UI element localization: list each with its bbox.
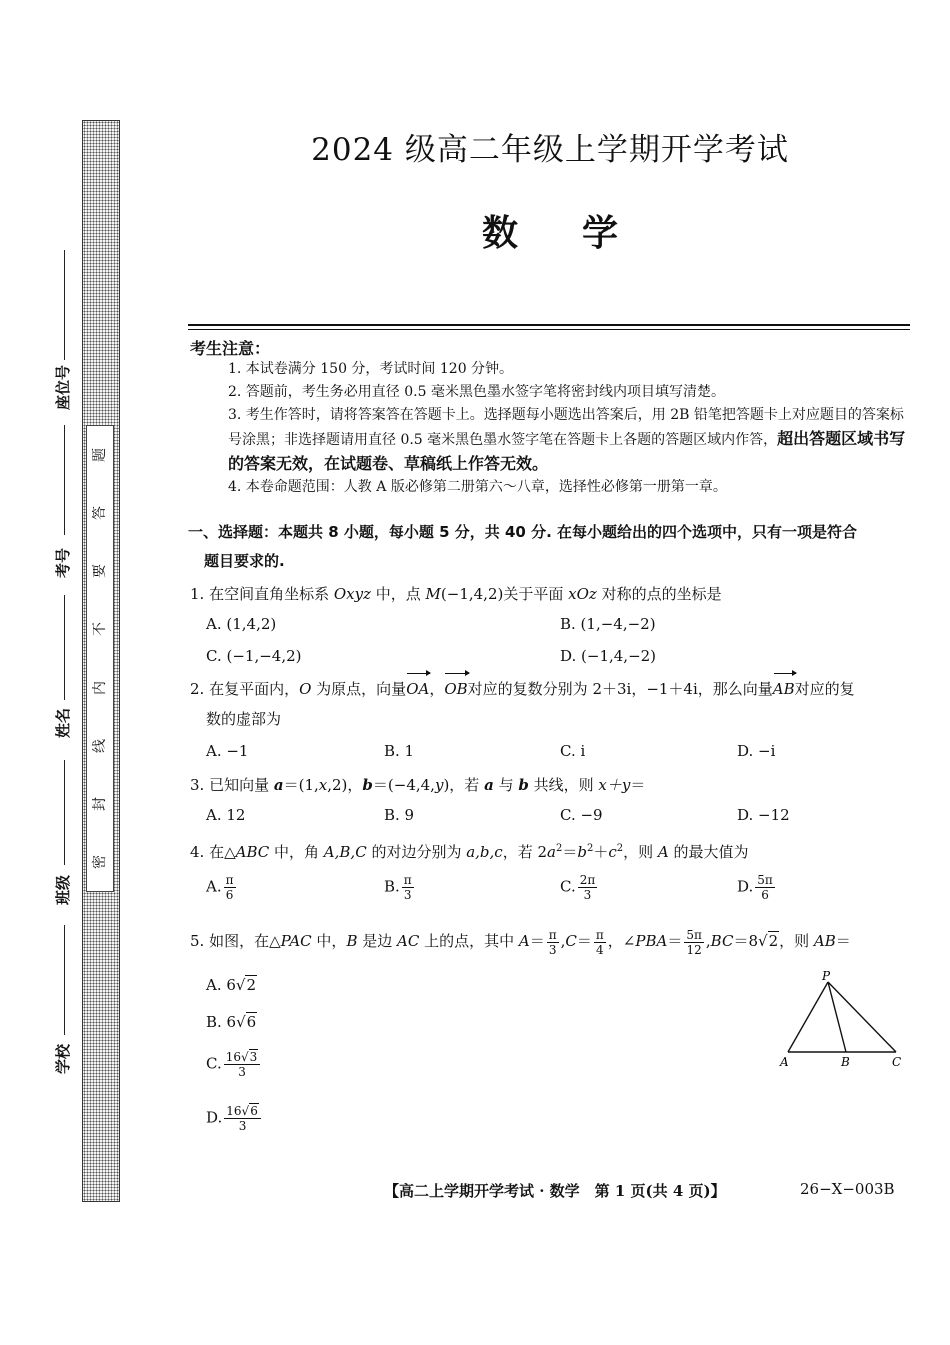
q1-text: 对称的点的坐标是 xyxy=(596,585,722,603)
notice-item: 2. 答题前，考生务必用直径 0.5 毫米黑色墨水签字笔将密封线内项目填写清楚。 xyxy=(228,384,725,400)
q4-exponent: 2 xyxy=(616,843,624,854)
vertex-label-b: B xyxy=(841,1055,850,1069)
q3-option-c[interactable]: C. −9 xyxy=(560,806,603,824)
q2-text: 2. 在复平面内， xyxy=(190,680,300,698)
numerator: 2π xyxy=(579,873,596,887)
denominator: 6 xyxy=(761,888,769,902)
fraction xyxy=(755,873,775,902)
fraction xyxy=(224,873,236,902)
numerator-coef: 16 xyxy=(226,1104,242,1118)
exam-title: 2024 级高二年级上学期开学考试 xyxy=(311,132,789,168)
option-letter: A. xyxy=(206,877,222,896)
section-heading-text: 一、选择题：本题共 8 小题，每小题 5 分，共 40 分. 在每小题给出的四个选项中，只有一项是符合 xyxy=(188,523,858,541)
denominator: 3 xyxy=(548,942,557,957)
q3-option-d[interactable]: D. −12 xyxy=(737,806,790,824)
q5-option-b[interactable] xyxy=(206,1013,257,1031)
q5-text: ＝ xyxy=(733,932,749,950)
seal-char: 封 xyxy=(92,796,108,811)
q4-text: 的最大值为 xyxy=(668,843,749,861)
radicand: 2 xyxy=(246,976,257,994)
q4-text: 的对边分别为 xyxy=(366,843,467,861)
section-heading-cont: 题目要求的. xyxy=(204,552,285,570)
option-text: A. 6 xyxy=(206,976,236,994)
q5-text: 上的点，其中 xyxy=(419,932,519,950)
q4-text: ＋ xyxy=(593,843,609,861)
sqrt: √2 xyxy=(235,976,257,994)
q1-var: Oxyz xyxy=(333,585,371,603)
q2-option-c[interactable]: C. i xyxy=(560,742,586,760)
option-letter: B. xyxy=(384,877,400,896)
q5-text: ＝ xyxy=(529,932,545,950)
numerator: π xyxy=(403,873,412,887)
q2-vector: OB xyxy=(444,674,467,704)
numerator: π xyxy=(548,927,557,942)
q5-option-a[interactable] xyxy=(206,976,257,994)
question-2 xyxy=(190,674,915,734)
name-label: 姓名 xyxy=(54,707,72,738)
question-1 xyxy=(190,579,915,609)
q3-text: 共线，则 xyxy=(528,776,599,794)
q5-var: AC xyxy=(397,932,420,950)
q1-option-d[interactable]: D. (−1,4,−2) xyxy=(560,647,657,665)
seal-char: 内 xyxy=(92,680,108,695)
q3-var: a xyxy=(273,776,284,794)
q1-text: 1. 在空间直角坐标系 xyxy=(190,585,334,603)
seal-char: 要 xyxy=(92,564,108,579)
fraction xyxy=(684,928,704,957)
q2-text: 为原点，向量 xyxy=(311,680,407,698)
denominator: 3 xyxy=(238,1065,246,1079)
subject-title: 数学 xyxy=(481,213,682,254)
seal-char: 答 xyxy=(92,506,108,521)
side-pa xyxy=(788,982,828,1052)
q1-option-a[interactable]: A. (1,4,2) xyxy=(206,615,277,633)
q3-var: y xyxy=(434,776,444,794)
seal-line-box xyxy=(86,425,114,892)
q3-option-a[interactable]: A. 12 xyxy=(206,806,246,824)
q3-var: x xyxy=(318,776,328,794)
q5-text: ＝ xyxy=(667,932,683,950)
question-3 xyxy=(190,770,915,800)
sqrt: √6 xyxy=(236,1013,257,1031)
radicand: 2 xyxy=(768,932,779,950)
q4-option-c[interactable] xyxy=(560,873,599,902)
q5-text: ＝ xyxy=(576,932,592,950)
denominator: 3 xyxy=(403,888,412,902)
q2-vector: AB xyxy=(773,674,795,704)
q4-exponent: 2 xyxy=(586,843,594,854)
q1-text: (−1,4,2)关于平面 xyxy=(440,585,569,603)
seat-number-label: 座位号 xyxy=(54,364,72,410)
school-label: 学校 xyxy=(54,1043,72,1074)
q5-var: A xyxy=(518,932,530,950)
q5-text: ，则 xyxy=(779,932,814,950)
q3-text: ＝(1, xyxy=(283,776,319,794)
q4-var: a xyxy=(547,843,556,861)
q2-var: O xyxy=(299,680,312,698)
side-pb xyxy=(828,982,846,1052)
q1-var: xOz xyxy=(568,585,597,603)
q4-text: ＝ xyxy=(562,843,578,861)
page-footer: 【高二上学期开学考试 · 数学 第 1 页(共 4 页)】 xyxy=(384,1182,726,1200)
question-5: 5. 如图，在△PAC 中，B 是边 AC 上的点，其中 A＝ $\frac{\pi}{3}$ ,C＝ $\frac{\pi}{4}$ ，∠PBA＝ $\frac{5\pi}{12}$ ,BC＝8√2，则 AB＝ xyxy=(190,927,851,957)
q5-var: AB xyxy=(813,932,836,950)
sqrt: √3 xyxy=(241,1050,258,1064)
notice-item: 1. 本试卷满分 150 分，考试时间 120 分钟。 xyxy=(228,361,514,377)
numerator: π xyxy=(225,873,234,887)
sqrt: √6 xyxy=(241,1104,258,1118)
q5-var: PBA xyxy=(635,932,668,950)
fraction xyxy=(224,1104,261,1133)
radicand: 6 xyxy=(246,1013,257,1031)
fraction xyxy=(578,873,598,902)
fraction xyxy=(402,873,414,902)
radicand: 3 xyxy=(249,1050,258,1064)
section-heading xyxy=(188,518,913,576)
notice-text: 3. 考生作答时，请将答案答在答题卡上。选择题每小题选出答案后，用 2B 铅笔把答题卡上对应题目的答案标号涂黑；非选择题请用直径 0.5 毫米黑色墨水签字笔在答题卡上各题的答题区域内作答， xyxy=(228,407,904,448)
q2-text-cont: 数的虚部为 xyxy=(206,710,282,728)
q4-option-a[interactable] xyxy=(206,873,238,902)
q3-option-b[interactable]: B. 9 xyxy=(384,806,415,824)
denominator: 4 xyxy=(596,942,604,957)
vertex-label-p: P xyxy=(822,969,831,983)
q3-text: 与 xyxy=(493,776,519,794)
q5-var: C xyxy=(565,932,577,950)
class-label: 班级 xyxy=(54,874,72,905)
notice-item xyxy=(228,404,913,477)
class-line[interactable] xyxy=(64,760,65,865)
q4-var: A xyxy=(657,843,669,861)
option-letter: D. xyxy=(206,1108,223,1127)
q3-text: 3. 已知向量 xyxy=(190,776,274,794)
q4-exponent: 2 xyxy=(555,843,563,854)
numerator xyxy=(224,1104,261,1119)
q4-option-d[interactable] xyxy=(737,873,777,902)
fraction xyxy=(594,928,606,957)
q1-text: 中，点 xyxy=(371,585,426,603)
vertex-label-c: C xyxy=(892,1055,902,1069)
q3-var: b xyxy=(518,776,529,794)
triangle-pac-figure xyxy=(770,968,910,1073)
q5-text: ，∠ xyxy=(607,932,636,950)
notice-heading: 考生注意： xyxy=(190,339,271,358)
question-4 xyxy=(190,834,915,867)
option-letter: D. xyxy=(737,877,754,896)
numerator: 5π xyxy=(686,927,702,942)
option-letter: C. xyxy=(206,1054,222,1073)
numerator xyxy=(224,1050,261,1065)
q2-text: 对应的复数分别为 2＋3i，−1＋4i，那么向量 xyxy=(467,680,773,698)
q3-var: b xyxy=(362,776,373,794)
q4-text: ，若 2 xyxy=(502,843,548,861)
denominator: 6 xyxy=(225,888,234,902)
radicand: 6 xyxy=(250,1104,258,1118)
option-text: B. 6 xyxy=(206,1013,237,1031)
q5-text: 是边 xyxy=(357,932,398,950)
exam-number-label: 考号 xyxy=(54,547,72,578)
name-line[interactable] xyxy=(64,595,65,700)
vertex-label-a: A xyxy=(780,1055,789,1069)
denominator: 12 xyxy=(686,942,702,957)
q4-var: c xyxy=(608,843,617,861)
q5-var: B xyxy=(346,932,358,950)
denominator: 3 xyxy=(238,1119,247,1133)
side-pc xyxy=(828,982,896,1052)
numerator: 5π xyxy=(757,873,773,887)
q2-text: 对应的复 xyxy=(794,680,855,698)
q4-var: b xyxy=(577,843,587,861)
notice-item: 4. 本卷命题范围：人教 A 版必修第二册第六～八章，选择性必修第一册第一章。 xyxy=(228,479,727,495)
q2-option-a[interactable]: A. −1 xyxy=(206,742,249,760)
q5-option-c[interactable] xyxy=(206,1050,262,1079)
q5-text: 8 xyxy=(748,932,758,950)
seal-char: 题 xyxy=(92,448,108,463)
header-rule xyxy=(188,324,910,326)
q5-var: PAC xyxy=(280,932,312,950)
q4-var: ABC xyxy=(235,843,270,861)
q1-option-c[interactable]: C. (−1,−4,2) xyxy=(206,647,302,665)
q4-var: a,b,c xyxy=(466,843,503,861)
q2-option-b[interactable]: B. 1 xyxy=(384,742,415,760)
fraction xyxy=(224,1050,261,1079)
q3-text: )，若 xyxy=(443,776,485,794)
denominator: 3 xyxy=(583,888,592,902)
seal-char: 线 xyxy=(92,738,108,753)
numerator-coef: 16 xyxy=(225,1050,241,1064)
seat-number-line[interactable] xyxy=(64,250,65,360)
q4-text: 中，角 xyxy=(269,843,324,861)
q5-text: ＝ xyxy=(835,932,851,950)
q3-var: a xyxy=(484,776,494,794)
q1-option-b[interactable]: B. (1,−4,−2) xyxy=(560,615,656,633)
q3-text: ,2)， xyxy=(327,776,363,794)
q2-option-d[interactable]: D. −i xyxy=(737,742,776,760)
school-line[interactable] xyxy=(64,925,65,1035)
sqrt: √2 xyxy=(758,932,779,950)
seal-char: 密 xyxy=(92,854,108,869)
q2-vector: OA xyxy=(406,674,429,704)
notice-emphasis: 超出答题区域书写的答案无效，在试题卷、草稿纸上作答无效。 xyxy=(228,429,906,473)
q3-text: ＝(−4,4, xyxy=(372,776,435,794)
q5-option-d[interactable] xyxy=(206,1104,263,1133)
q4-option-b[interactable] xyxy=(384,873,416,902)
header-rule-thin xyxy=(188,329,910,330)
q2-text: ， xyxy=(429,680,445,698)
option-letter: C. xyxy=(560,877,576,896)
numerator: π xyxy=(595,927,604,942)
seal-char: 不 xyxy=(92,622,108,637)
q1-var: M xyxy=(425,585,441,603)
q3-text: ＝ xyxy=(630,776,646,794)
q5-text: 5. 如图，在△ xyxy=(190,932,281,950)
fraction xyxy=(547,928,559,957)
q4-text: 4. 在△ xyxy=(190,843,236,861)
q3-var: x＋y xyxy=(598,776,631,794)
exam-number-line[interactable] xyxy=(64,425,65,535)
q4-var: A,B,C xyxy=(323,843,367,861)
q5-var: BC xyxy=(710,932,734,950)
paper-code: 26−X−003B xyxy=(800,1180,895,1198)
q5-text: 中， xyxy=(311,932,347,950)
q4-text: ，则 xyxy=(623,843,658,861)
